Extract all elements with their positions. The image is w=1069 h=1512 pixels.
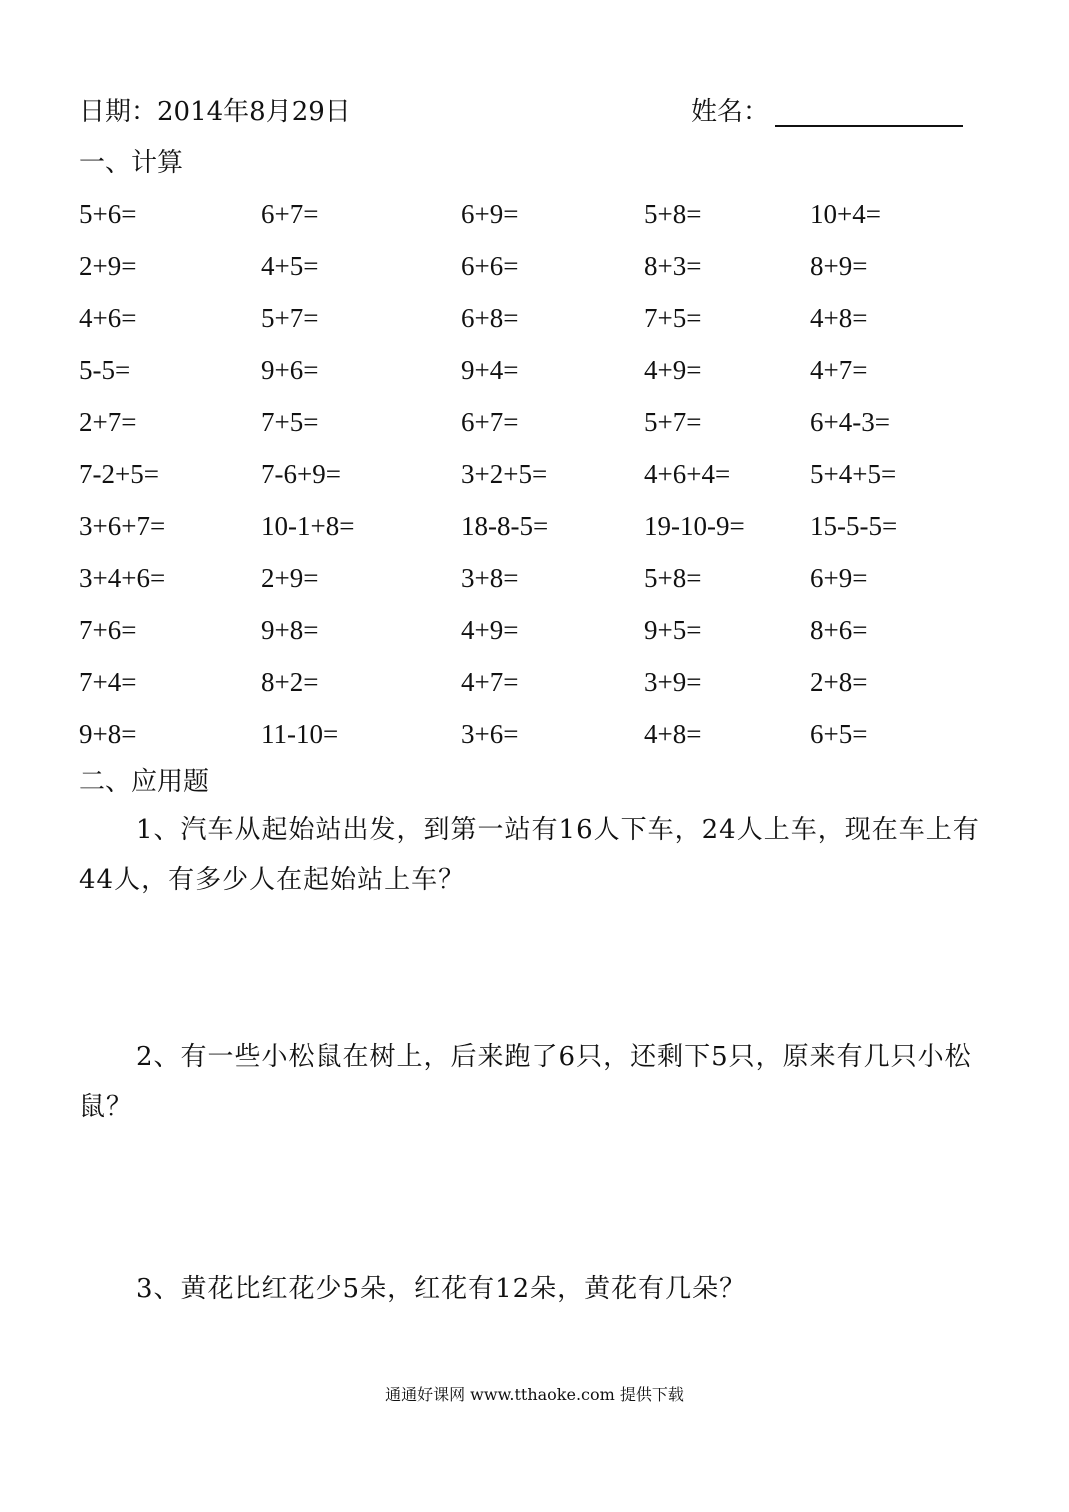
calc-row bbox=[79, 402, 999, 454]
calc-item: 9+5= bbox=[644, 615, 702, 645]
calc-item: 6+9= bbox=[461, 199, 519, 229]
calc-item: 3+6+7= bbox=[79, 511, 166, 541]
footer-source: 通通好课网 www.tthaoke.com 提供下载 bbox=[385, 1385, 684, 1404]
calc-item: 8+6= bbox=[810, 615, 868, 645]
calc-item: 2+8= bbox=[810, 667, 868, 697]
word-problem-3: 3、黄花比红花少5朵，红花有12朵，黄花有几朵？ bbox=[136, 1274, 747, 1304]
date-label: 日期：2014年8月29日 bbox=[79, 97, 351, 127]
calc-item: 7-2+5= bbox=[79, 459, 159, 489]
calc-row bbox=[79, 558, 999, 610]
calc-item: 5+4+5= bbox=[810, 459, 897, 489]
calc-item: 4+6+4= bbox=[644, 459, 731, 489]
calc-row bbox=[79, 298, 999, 350]
calc-row bbox=[79, 610, 999, 662]
calc-row bbox=[79, 506, 999, 558]
calc-item: 6+7= bbox=[461, 407, 519, 437]
calc-item: 6+5= bbox=[810, 719, 868, 749]
calc-item: 4+6= bbox=[79, 303, 137, 333]
calc-item: 9+4= bbox=[461, 355, 519, 385]
calc-item: 7+6= bbox=[79, 615, 137, 645]
worksheet-header bbox=[79, 92, 979, 132]
section-calculation-title: 一、计算 bbox=[79, 148, 184, 178]
calc-item: 4+8= bbox=[644, 719, 702, 749]
calc-row bbox=[79, 194, 999, 246]
calc-row bbox=[79, 454, 999, 506]
calc-item: 4+9= bbox=[644, 355, 702, 385]
calc-item: 2+9= bbox=[261, 563, 319, 593]
name-blank-line bbox=[775, 125, 963, 127]
calc-item: 4+8= bbox=[810, 303, 868, 333]
calc-item: 6+4-3= bbox=[810, 407, 890, 437]
calc-item: 5+7= bbox=[261, 303, 319, 333]
calc-item: 5+6= bbox=[79, 199, 137, 229]
calc-item: 9+8= bbox=[261, 615, 319, 645]
word-problem-1: 1、汽车从起始站出发，到第一站有16人下车，24人上车，现在车上有44人，有多少人在起始站上车？ bbox=[79, 815, 980, 895]
calc-item: 8+3= bbox=[644, 251, 702, 281]
calc-item: 6+8= bbox=[461, 303, 519, 333]
calc-item: 10-1+8= bbox=[261, 511, 355, 541]
calculation-grid bbox=[79, 194, 999, 766]
calc-item: 7+5= bbox=[261, 407, 319, 437]
calc-item: 7+4= bbox=[79, 667, 137, 697]
calc-item: 5-5= bbox=[79, 355, 131, 385]
calc-item: 4+7= bbox=[810, 355, 868, 385]
calc-item: 5+8= bbox=[644, 563, 702, 593]
calc-row bbox=[79, 662, 999, 714]
calc-item: 19-10-9= bbox=[644, 511, 745, 541]
calc-item: 4+9= bbox=[461, 615, 519, 645]
calc-row bbox=[79, 350, 999, 402]
calc-item: 15-5-5= bbox=[810, 511, 898, 541]
calc-item: 7+5= bbox=[644, 303, 702, 333]
calc-item: 6+6= bbox=[461, 251, 519, 281]
calc-item: 5+7= bbox=[644, 407, 702, 437]
calc-item: 2+7= bbox=[79, 407, 137, 437]
calc-item: 9+6= bbox=[261, 355, 319, 385]
word-problem-2: 2、有一些小松鼠在树上，后来跑了6只，还剩下5只，原来有几只小松鼠？ bbox=[79, 1042, 972, 1122]
calc-item: 3+6= bbox=[461, 719, 519, 749]
calc-item: 10+4= bbox=[810, 199, 881, 229]
calc-item: 9+8= bbox=[79, 719, 137, 749]
calc-item: 3+4+6= bbox=[79, 563, 166, 593]
calc-item: 11-10= bbox=[261, 719, 339, 749]
calc-item: 8+9= bbox=[810, 251, 868, 281]
calc-item: 8+2= bbox=[261, 667, 319, 697]
calc-item: 3+2+5= bbox=[461, 459, 548, 489]
calc-item: 4+5= bbox=[261, 251, 319, 281]
calc-item: 6+7= bbox=[261, 199, 319, 229]
calc-item: 6+9= bbox=[810, 563, 868, 593]
calc-row bbox=[79, 246, 999, 298]
name-label: 姓名： bbox=[691, 97, 770, 127]
calc-item: 2+9= bbox=[79, 251, 137, 281]
calc-item: 18-8-5= bbox=[461, 511, 549, 541]
calc-item: 7-6+9= bbox=[261, 459, 341, 489]
calc-item: 3+8= bbox=[461, 563, 519, 593]
section-word-problems-title: 二、应用题 bbox=[79, 767, 210, 797]
calc-item: 4+7= bbox=[461, 667, 519, 697]
calc-row bbox=[79, 714, 999, 766]
calc-item: 3+9= bbox=[644, 667, 702, 697]
calc-item: 5+8= bbox=[644, 199, 702, 229]
